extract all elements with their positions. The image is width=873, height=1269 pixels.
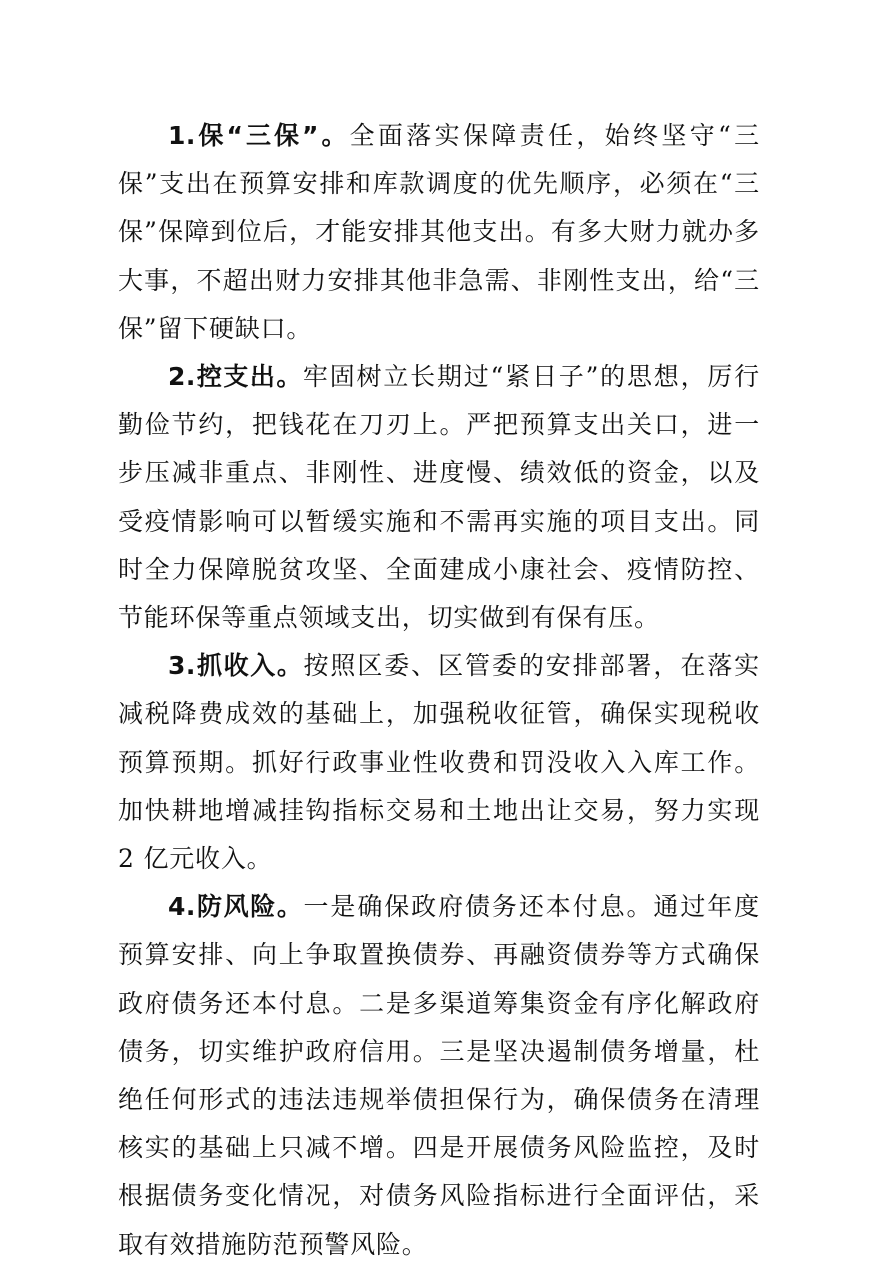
paragraph-prevent-risk: [118, 883, 760, 1269]
paragraph-text: 一是确保政府债务还本付息。通过年度预算安排、向上争取置换债券、再融资债券等方式确保政府债务还本付息。二是多渠道筹集资金有序化解政府债务，切实维护政府信用。三是坚决遏制债务增量，杜绝任何形式的违法违规举债担保行为，确保债务在清理核实的基础上只减不增。四是开展债务风险监控，及时根据债务变化情况，对债务风险指标进行全面评估，采取有效措施防范预警风险。: [118, 892, 760, 1259]
paragraph-grasp-revenue: [118, 642, 760, 883]
paragraph-text: 全面落实保障责任，始终坚守“三保”支出在预算安排和库款调度的优先顺序，必须在“三保”保障到位后，才能安排其他支出。有多大财力就办多大事，不超出财力安排其他非急需、非刚性支出，给“三保”留下硬缺口。: [118, 121, 760, 343]
paragraph-heading: 3.抓收入。: [168, 651, 304, 681]
paragraph-text: 按照区委、区管委的安排部署，在落实减税降费成效的基础上，加强税收征管，确保实现税收预算预期。抓好行政事业性收费和罚没收入入库工作。加快耕地增减挂钩指标交易和土地出让交易，努力实现 2 亿元收入。: [118, 651, 760, 874]
paragraph-text: 牢固树立长期过“紧日子”的思想，厉行勤俭节约，把钱花在刀刃上。严把预算支出关口，进一步压减非重点、非刚性、进度慢、绩效低的资金，以及受疫情影响可以暂缓实施和不需再实施的项目支出。同时全力保障脱贫攻坚、全面建成小康社会、疫情防控、节能环保等重点领域支出，切实做到有保有压。: [118, 362, 760, 633]
paragraph-heading: 2.控支出。: [168, 362, 303, 392]
paragraph-heading: 4.防风险。: [168, 892, 304, 922]
paragraph-protect-three: [118, 112, 760, 353]
document-body: [118, 112, 760, 1269]
paragraph-heading: 1.保“三保”。: [168, 121, 350, 150]
paragraph-control-spending: [118, 353, 760, 642]
